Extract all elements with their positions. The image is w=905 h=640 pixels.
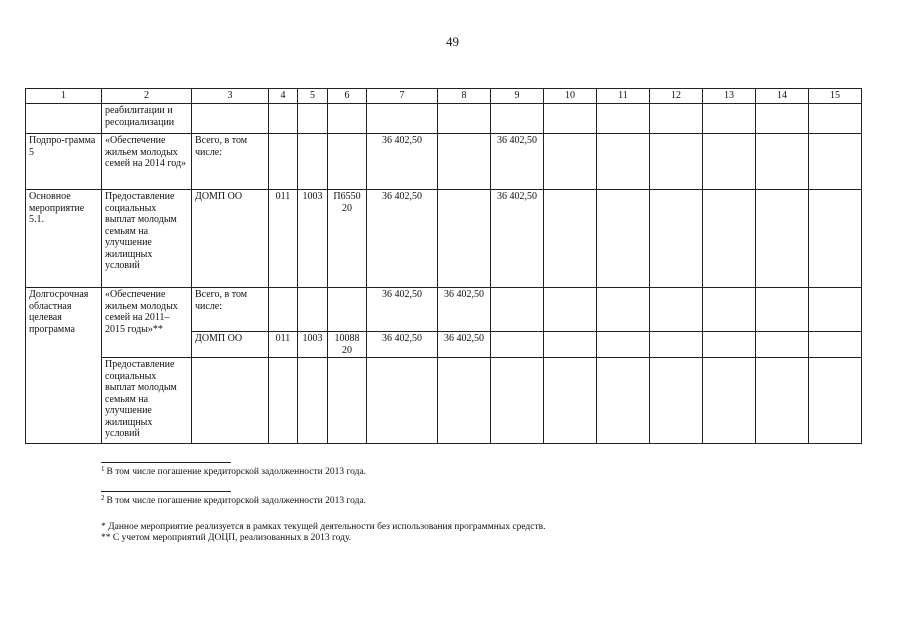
table-cell-value: 36 402,50 — [438, 288, 491, 332]
table-cell-value: 36 402,50 — [367, 332, 438, 358]
table-cell-value: 36 402,50 — [491, 134, 544, 190]
table-cell-code: 10088 20 — [328, 332, 367, 358]
budget-table — [25, 88, 862, 444]
table-cell-grbs: 011 — [269, 332, 298, 358]
column-header: 6 — [328, 89, 367, 104]
table-cell-name: Предоставление социальных выплат молодым семьям на улучшение жилищных условий — [102, 190, 192, 288]
column-header: 3 — [192, 89, 269, 104]
table-cell-value: 36 402,50 — [491, 190, 544, 288]
table-cell-name: «Обеспечение жильем молодых семей на 2014 год» — [102, 134, 192, 190]
footnote-text: В том числе погашение кредиторской задолженности 2013 года. — [106, 467, 367, 477]
footnote-1 — [101, 465, 546, 478]
table-row — [26, 104, 862, 134]
table-row — [26, 288, 862, 332]
table-cell-name: «Обеспечение жильем молодых семей на 2011–2015 годы»** — [102, 288, 192, 358]
column-header: 15 — [809, 89, 862, 104]
footnote-divider — [101, 491, 231, 492]
table-cell-status: Долгосрочная областная целевая программа — [26, 288, 102, 444]
table-cell-section: 1003 — [298, 190, 328, 288]
footnote-text: В том числе погашение кредиторской задолженности 2013 года. — [106, 496, 367, 507]
footnote-2 — [101, 494, 546, 507]
table-cell-code: П6550 20 — [328, 190, 367, 288]
table-cell-grbs: 011 — [269, 190, 298, 288]
column-header: 9 — [491, 89, 544, 104]
column-header: 1 — [26, 89, 102, 104]
table-row — [26, 358, 862, 444]
table-cell-value: 36 402,50 — [367, 134, 438, 190]
table-cell-executor: Всего, в том числе: — [192, 288, 269, 332]
column-header: 8 — [438, 89, 491, 104]
column-header: 12 — [650, 89, 703, 104]
table-cell-section: 1003 — [298, 332, 328, 358]
footnote-divider — [101, 462, 231, 463]
table-cell-value: 36 402,50 — [438, 332, 491, 358]
table-cell-executor: ДОМП ОО — [192, 190, 269, 288]
footnotes — [101, 462, 546, 545]
table-cell-value: 36 402,50 — [367, 190, 438, 288]
table-cell-executor: Всего, в том числе: — [192, 134, 269, 190]
footnote-mark: 1 — [101, 465, 105, 473]
table-cell-value: 36 402,50 — [367, 288, 438, 332]
table-cell-status: Основное мероприятие 5.1. — [26, 190, 102, 288]
page-number: 49 — [446, 34, 459, 49]
column-header: 4 — [269, 89, 298, 104]
column-header: 11 — [597, 89, 650, 104]
column-header: 2 — [102, 89, 192, 104]
column-header: 7 — [367, 89, 438, 104]
table-cell-executor: ДОМП ОО — [192, 332, 269, 358]
table-cell-name: реабилитации и ресоциализации — [102, 104, 192, 134]
table-cell-status: Подпро-грамма 5 — [26, 134, 102, 190]
footnote-star: * Данное мероприятие реализуется в рамках текущей деятельности без использования программных средств. — [101, 521, 546, 532]
column-header: 10 — [544, 89, 597, 104]
table-header-row — [26, 89, 862, 104]
column-header: 5 — [298, 89, 328, 104]
column-header: 13 — [703, 89, 756, 104]
table-row — [26, 190, 862, 288]
table-row — [26, 134, 862, 190]
footnote-double-star: ** С учетом мероприятий ДОЦП, реализованных в 2013 году. — [101, 533, 352, 544]
column-header: 14 — [756, 89, 809, 104]
table-cell-name: Предоставление социальных выплат молодым семьям на улучшение жилищных условий — [102, 358, 192, 444]
footnote-mark: 2 — [101, 494, 105, 503]
